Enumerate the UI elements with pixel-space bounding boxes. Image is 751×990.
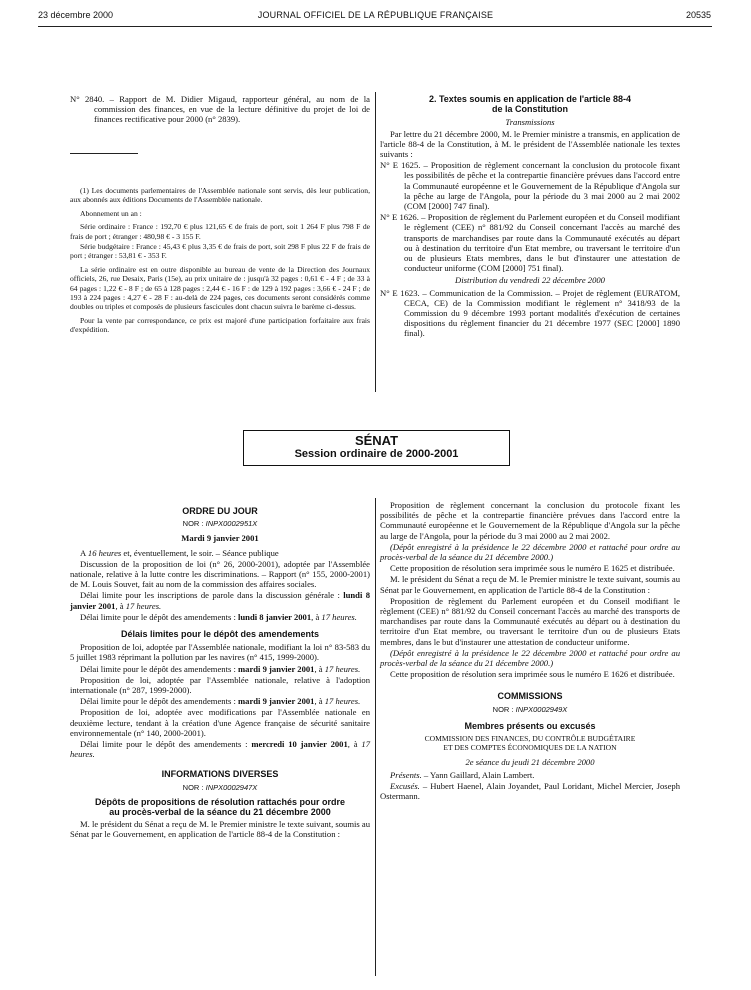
senat-session: Session ordinaire de 2000-2001 [294, 448, 459, 460]
membres-title: Membres présents ou excusés [464, 720, 596, 731]
text-e1623: N° E 1623. – Communication de la Commission. – Projet de règlement (EURATOM, CECA, CE) de la Commission modifiant le règlement n° 3418/93 de la Commission du 9 décembre 1993 portant modalités d'exécution de certaines dispositions du règlement financier du 21 décembre 1977 (SEC [2000] 1890 final). [380, 287, 680, 339]
mardi-date-title: Mardi 9 janvier 2001 [181, 533, 259, 544]
depot-note-2: (Dépôt enregistré à la présidence le 22 décembre 2000 et rattaché pour ordre au procès-verbal de la séance du 21 décembre 2000.) [380, 647, 680, 669]
impression-note-1: Cette proposition de résolution sera imprimée sous le numéro E 1625 et distribuée. [390, 563, 675, 574]
nor-reference-3 [380, 705, 680, 715]
nor-code: INPX0002949X [515, 704, 568, 714]
correspondance-info: Pour la vente par correspondance, ce prix est majoré d'une participation forfaitaire aux frais d'expédition. [70, 315, 370, 335]
abonnement-label: Abonnement un an : [80, 208, 142, 218]
nor-reference-1 [70, 519, 370, 529]
proposition-loi-1: Proposition de loi, adoptée par l'Assemblée nationale, modifiant la loi n° 83-583 du 5 juillet 1983 réprimant la pollution par les navires (n° 415, 1999-2000). [70, 642, 370, 663]
column-divider-top [375, 92, 376, 392]
column-divider-bottom [375, 498, 376, 976]
delai-amendements: Délai limite pour le dépôt des amendements : lundi 8 janvier 2001, à 17 heures. [80, 611, 357, 622]
nor-label: NOR : [492, 704, 514, 714]
text-e1626: N° E 1626. – Proposition de règlement du Parlement européen et du Conseil modifiant le règlement (CEE) n° 881/92 du Conseil concernant l'accès au marché des transports de marchandises par route dans la Communauté exécutés au départ ou à destination du territoire d'un Etat membre, ou traversant le territoire d'un ou de plusieurs Etats membres, dans le but d'instaurer une attestation de conducteur uniforme (COM [2000] 751 final). [380, 212, 680, 274]
excuses-list: Excusés. – Hubert Haenel, Alain Joyandet, Paul Loridant, Michel Mercier, Joseph Ostermann. [380, 781, 680, 802]
textes-title-1: 2. Textes soumis en application de l'article 88-4 [428, 94, 632, 104]
commission-name-1: COMMISSION DES FINANCES, DU CONTRÔLE BUDGÉTAIRE [424, 734, 636, 744]
transmission-intro: Par lettre du 21 décembre 2000, M. le Premier ministre a transmis, en application de l'article 88-4 de la Constitution, à M. le président de l'Assemblée nationale les textes suivants : [380, 128, 680, 160]
proposition-loi-2: Proposition de loi, adoptée par l'Assemblée nationale, relative à l'adoption internationale (n° 287, 1999-2000). [70, 674, 370, 696]
serie-ordinaire: Série ordinaire : France : 192,70 € plus 121,65 € de frais de port, soit 1 264 F plus 798 F de frais de port ; étranger : 480,98 € - 3 155 F. [70, 222, 370, 241]
transmissions-label: Transmissions [505, 117, 555, 128]
header-page-number: 20535 [685, 10, 711, 20]
top-right-column [380, 94, 680, 340]
report-text: – Rapport de M. Didier Migaud, rapporteur général, au nom de la commission des finances, en vue de la lecture définitive du projet de loi de finances rectificative pour 2000 (n° 2839). [94, 94, 371, 125]
depots-title-1: Dépôts de propositions de résolution rattachés pour ordre [94, 796, 346, 807]
informations-diverses-title: INFORMATIONS DIVERSES [161, 769, 279, 780]
proposition-reglement-2: Proposition de règlement du Parlement européen et du Conseil modifiant le règlement (CEE) n° 881/92 du Conseil concernant l'accès au marché des transports de marchandises par route dans la Communauté exécutés au départ ou à destination du territoire d'un Etat membre, ou traversant le territoire d'un ou de plusieurs Etats membres, dans le but d'instaurer une attestation de conducteur uniforme. [380, 595, 680, 647]
ordre-du-jour-title: ORDRE DU JOUR [182, 506, 258, 516]
commissions-title: COMMISSIONS [497, 691, 563, 702]
proposition-reglement-1: Proposition de règlement concernant la conclusion du protocole fixant les possibilités de pêche et la contrepartie financière prévues dans l'accord entre la Communauté européenne et le Gouvernement de la République d'Angola sur la pêche au large de l'Angola, pour la période du 3 mai 2000 au 2 mai 2002. [380, 500, 680, 541]
vente-info: La série ordinaire est en outre disponible au bureau de vente de la Direction des Journaux officiels, 26, rue Desaix, Paris (15e), au prix unitaire de : jusqu'à 32 pages : 0,61 € - 4 F ; de 33 à 64 pages : 1,22 € - 8 F ; de 65 à 128 pages : 2,44 € - 16 F : de 129 à 192 pages : 3,66 € - 24 F ; de 193 à 224 pages : 4,27 € - 28 F : au-delà de 224 pages, ces documents seront considérés comme doubles ou triples et composés de plusieurs fascicules dont chacun suivra le barème ci-dessus. [70, 264, 370, 312]
distribution-label: Distribution du vendredi 22 décembre 2000 [455, 275, 605, 286]
footnote-block [70, 186, 370, 336]
text-e1625: N° E 1625. – Proposition de règlement concernant la conclusion du protocole fixant les possibilités de pêche et la contrepartie financière prévues dans l'accord entre la Communauté européenne et le Gouvernement de la République d'Angola sur la pêche au large de l'Angola, pour la période du 3 mai 2000 au 2 mai 2002 (COM [2000] 747 final). [380, 160, 680, 212]
footnote-rule [70, 153, 138, 154]
header-journal-title: JOURNAL OFFICIEL DE LA RÉPUBLIQUE FRANÇAISE [257, 10, 494, 20]
proposition-loi-2-delai: Délai limite pour le dépôt des amendements : mardi 9 janvier 2001, à 17 heures. [80, 696, 361, 707]
nor-label: NOR : [182, 782, 204, 792]
serie-budgetaire: Série budgétaire : France : 45,43 € plus 3,35 € de frais de port, soit 298 F plus 22 F de frais de port ; étranger : 53,81 € - 353 F. [70, 242, 370, 261]
seance-date: 2e séance du jeudi 21 décembre 2000 [465, 756, 595, 767]
senat-header-box [243, 430, 510, 466]
nor-reference-2 [70, 783, 370, 793]
presents-list: Présents. – Yann Gaillard, Alain Lambert. [390, 770, 535, 781]
president-reception-2: M. le président du Sénat a reçu de M. le Premier ministre le texte suivant, soumis au Sénat par le Gouvernement, en application de l'article 88-4 de la Constitution : [380, 574, 680, 595]
footnote-text: (1) Les documents parlementaires de l'Assemblée nationale sont servis, dès leur publication, aux abonnés aux éditions Documents de l'Assemblée nationale. [70, 186, 370, 205]
impression-note-2: Cette proposition de résolution sera imprimée sous le numéro E 1626 et distribuée. [390, 669, 675, 680]
report-number: N° 2840. [70, 94, 105, 104]
proposition-loi-3: Proposition de loi, adoptée avec modifications par l'Assemblée nationale en deuxième lecture, tendant à la création d'une Agence française de sécurité sanitaire environnementale (n° 140, 2000-2001). [70, 707, 370, 738]
nor-code: INPX0002947X [205, 782, 258, 792]
commission-name-2: ET DES COMPTES ÉCONOMIQUES DE LA NATION [443, 743, 617, 753]
seance-info: A 16 heures et, éventuellement, le soir. – Séance publique [80, 547, 279, 558]
delai-inscriptions: Délai limite pour les inscriptions de parole dans la discussion générale : lundi 8 janvier 2001, à 17 heures. [70, 590, 371, 611]
header-rule [38, 26, 712, 27]
depots-title-2: au procès-verbal de la séance du 21 décembre 2000 [109, 807, 331, 818]
bottom-right-column [380, 500, 680, 803]
header-date: 23 décembre 2000 [38, 10, 114, 20]
president-reception-1: M. le président du Sénat a reçu de M. le Premier ministre le texte suivant, soumis au Sénat par le Gouvernement, en application de l'article 88-4 de la Constitution : [70, 819, 370, 840]
top-left-column [70, 94, 370, 126]
bottom-left-column [70, 500, 370, 841]
depot-note-1: (Dépôt enregistré à la présidence le 22 décembre 2000 et rattaché pour ordre au procès-verbal de la séance du 21 décembre 2000.) [380, 541, 680, 563]
proposition-loi-1-delai: Délai limite pour le dépôt des amendements : mardi 9 janvier 2001, à 17 heures. [80, 663, 361, 674]
report-2840 [70, 94, 370, 125]
discussion-text: Discussion de la proposition de loi (n° 26, 2000-2001), adoptée par l'Assemblée nationale, relative à la lutte contre les discriminations. – Rapport (n° 155, 2000-2001) de M. Louis Souvet, fait au nom de la commission des affaires sociales. [70, 558, 370, 590]
nor-code: INPX0002951X [205, 519, 258, 529]
proposition-loi-3-delai: Délai limite pour le dépôt des amendements : mercredi 10 janvier 2001, à 17 heures. [70, 739, 370, 760]
nor-label: NOR : [182, 519, 204, 529]
delais-limites-title: Délais limites pour le dépôt des amendements [120, 629, 320, 640]
textes-title-2: de la Constitution [492, 104, 568, 115]
senat-title: SÉNAT [354, 433, 399, 448]
